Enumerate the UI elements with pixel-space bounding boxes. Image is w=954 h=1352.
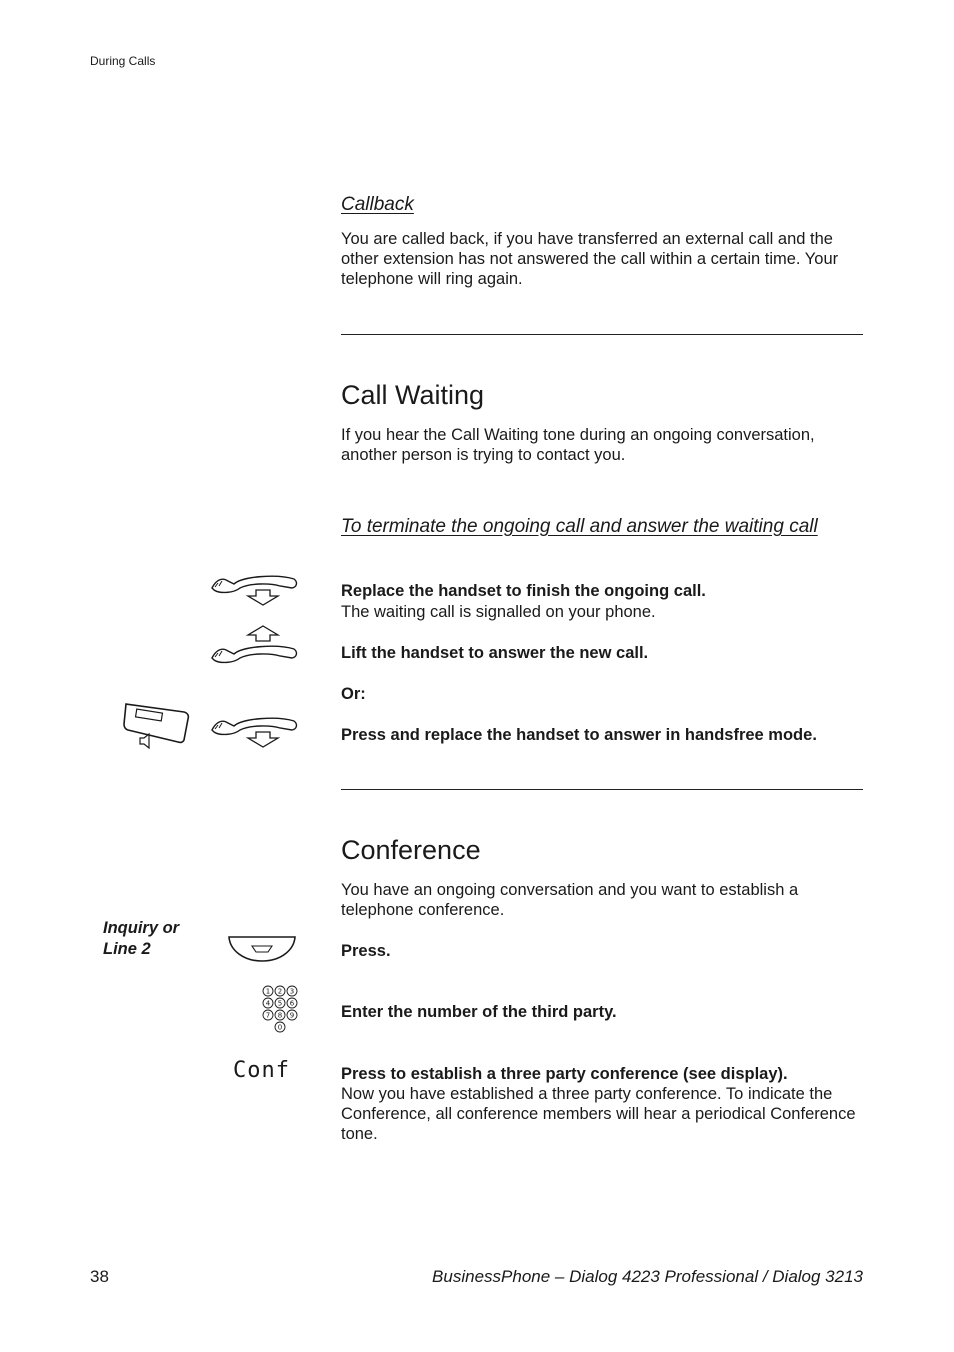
step-press: Press.	[341, 942, 391, 960]
handset-lift-icon	[208, 624, 300, 666]
call-waiting-subtitle: To terminate the ongoing call and answer the waiting call	[341, 516, 818, 537]
step-lift-handset: Lift the handset to answer the new call.	[341, 644, 649, 662]
conf-display-key: Conf	[233, 1058, 290, 1083]
keypad-digit: 4	[265, 999, 271, 1008]
call-waiting-title: Call Waiting	[341, 380, 485, 410]
step-handsfree: Press and replace the handset to answer in handsfree mode.	[341, 726, 817, 744]
side-label-line1: Inquiry or	[103, 919, 180, 937]
keypad-digit: 0	[277, 1023, 283, 1032]
step-replace-handset-note: The waiting call is signalled on your phone.	[341, 603, 656, 621]
page-number: 38	[90, 1267, 109, 1286]
keypad-digit: 6	[289, 999, 295, 1008]
handset-replace-icon	[208, 570, 300, 608]
document-title: BusinessPhone – Dialog 4223 Professional / Dialog 3213	[432, 1267, 863, 1286]
running-head: During Calls	[90, 54, 156, 68]
conference-tone-note: Now you have established a three party conference. To indicate the Conference, all conference members will hear a periodical Conference tone.	[341, 1085, 856, 1143]
section-divider	[341, 789, 863, 790]
step-establish-conference: Press to establish a three party conference (see display).	[341, 1065, 788, 1083]
keypad-icon	[261, 983, 299, 1035]
or-label: Or:	[341, 685, 366, 703]
callback-title: Callback	[341, 194, 414, 215]
keypad-digit: 1	[265, 987, 271, 996]
keypad-digit: 9	[289, 1011, 295, 1020]
handset-replace-icon	[208, 712, 300, 750]
keypad-digit: 5	[277, 999, 283, 1008]
keypad-digit: 8	[277, 1011, 283, 1020]
keypad-digit: 3	[289, 987, 295, 996]
side-label-line2: Line 2	[103, 940, 151, 958]
line-key-icon	[226, 934, 298, 964]
keypad-digit: 7	[265, 1011, 271, 1020]
step-enter-number: Enter the number of the third party.	[341, 1003, 617, 1021]
callback-body: You are called back, if you have transferred an external call and the other extension has not answered the call within a certain time. Your telephone will ring again.	[341, 230, 839, 288]
keypad-digit: 2	[277, 987, 283, 996]
conference-intro: You have an ongoing conversation and you want to establish a telephone conference.	[341, 881, 799, 919]
section-divider	[341, 334, 863, 335]
call-waiting-intro: If you hear the Call Waiting tone during an ongoing conversation, another person is trying to contact you.	[341, 426, 815, 464]
loudspeaker-key-icon	[120, 700, 192, 754]
step-replace-handset: Replace the handset to finish the ongoing call.	[341, 582, 706, 600]
conference-title: Conference	[341, 835, 481, 865]
inquiry-line2-label	[103, 918, 213, 960]
